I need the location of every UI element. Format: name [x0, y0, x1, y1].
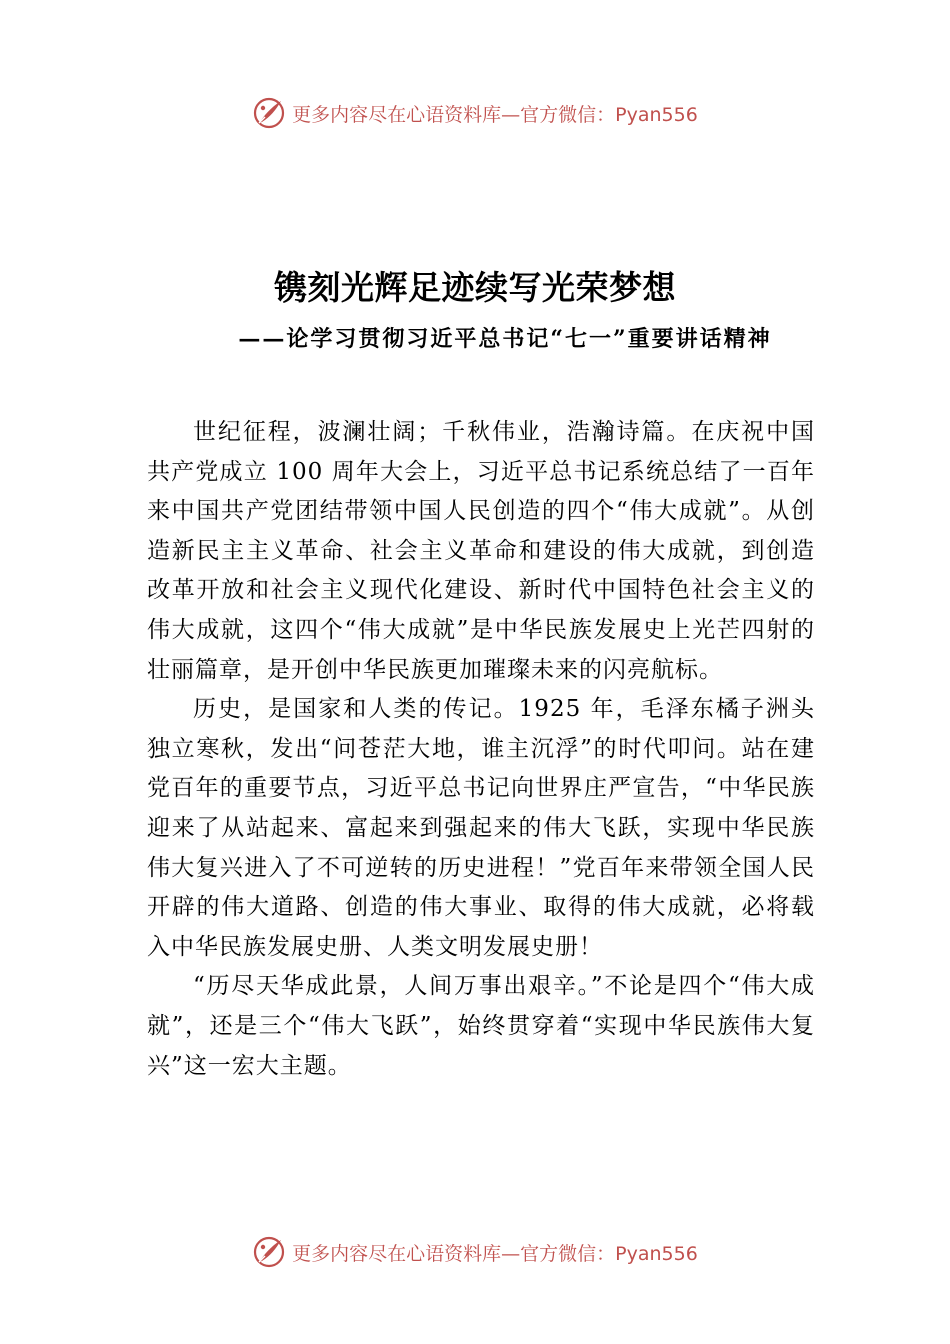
quill-pen-logo-icon	[252, 96, 286, 130]
quill-pen-logo-icon	[252, 1235, 286, 1269]
document-body	[147, 413, 815, 1086]
wechat-id: Pyan556	[615, 103, 698, 126]
paragraph-3: “历尽天华成此景，人间万事出艰辛。”不论是四个“伟大成就”，还是三个“伟大飞跃”，始终贯穿着“实现中华民族伟大复兴”这一宏大主题。	[147, 973, 815, 1079]
document-title: 镌刻光辉足迹续写光荣梦想	[274, 268, 676, 307]
watermark-text: 更多内容尽在心语资料库—官方微信：	[292, 1242, 616, 1265]
document-subtitle: ——论学习贯彻习近平总书记“七一”重要讲话精神	[238, 326, 772, 352]
paragraph-1: 世纪征程，波澜壮阔；千秋伟业，浩瀚诗篇。在庆祝中国共产党成立 100 周年大会上，习近平总书记系统总结了一百年来中国共产党团结带领中国人民创造的四个“伟大成就”。从创造新民主主义革命、社会主义革命和建设的伟大成就，到创造改革开放和社会主义现代化建设、新时代中国特色社会主义的伟大成就，这四个“伟大成就”是中华民族发展史上光芒四射的壮丽篇章，是开创中华民族更加璀璨未来的闪亮航标。	[147, 419, 815, 683]
header-watermark	[0, 93, 950, 133]
wechat-id: Pyan556	[615, 1242, 698, 1265]
paragraph-2: 历史，是国家和人类的传记。1925 年，毛泽东橘子洲头独立寒秋，发出“问苍茫大地，谁主沉浮”的时代叩问。站在建党百年的重要节点，习近平总书记向世界庄严宣告，“中华民族迎来了从站起来、富起来到强起来的伟大飞跃，实现中华民族伟大复兴进入了不可逆转的历史进程！”党百年来带领全国人民开辟的伟大道路、创造的伟大事业、取得的伟大成就，必将载入中华民族发展史册、人类文明发展史册！	[147, 696, 815, 960]
watermark-text: 更多内容尽在心语资料库—官方微信：	[292, 103, 616, 126]
footer-watermark	[0, 1232, 950, 1272]
